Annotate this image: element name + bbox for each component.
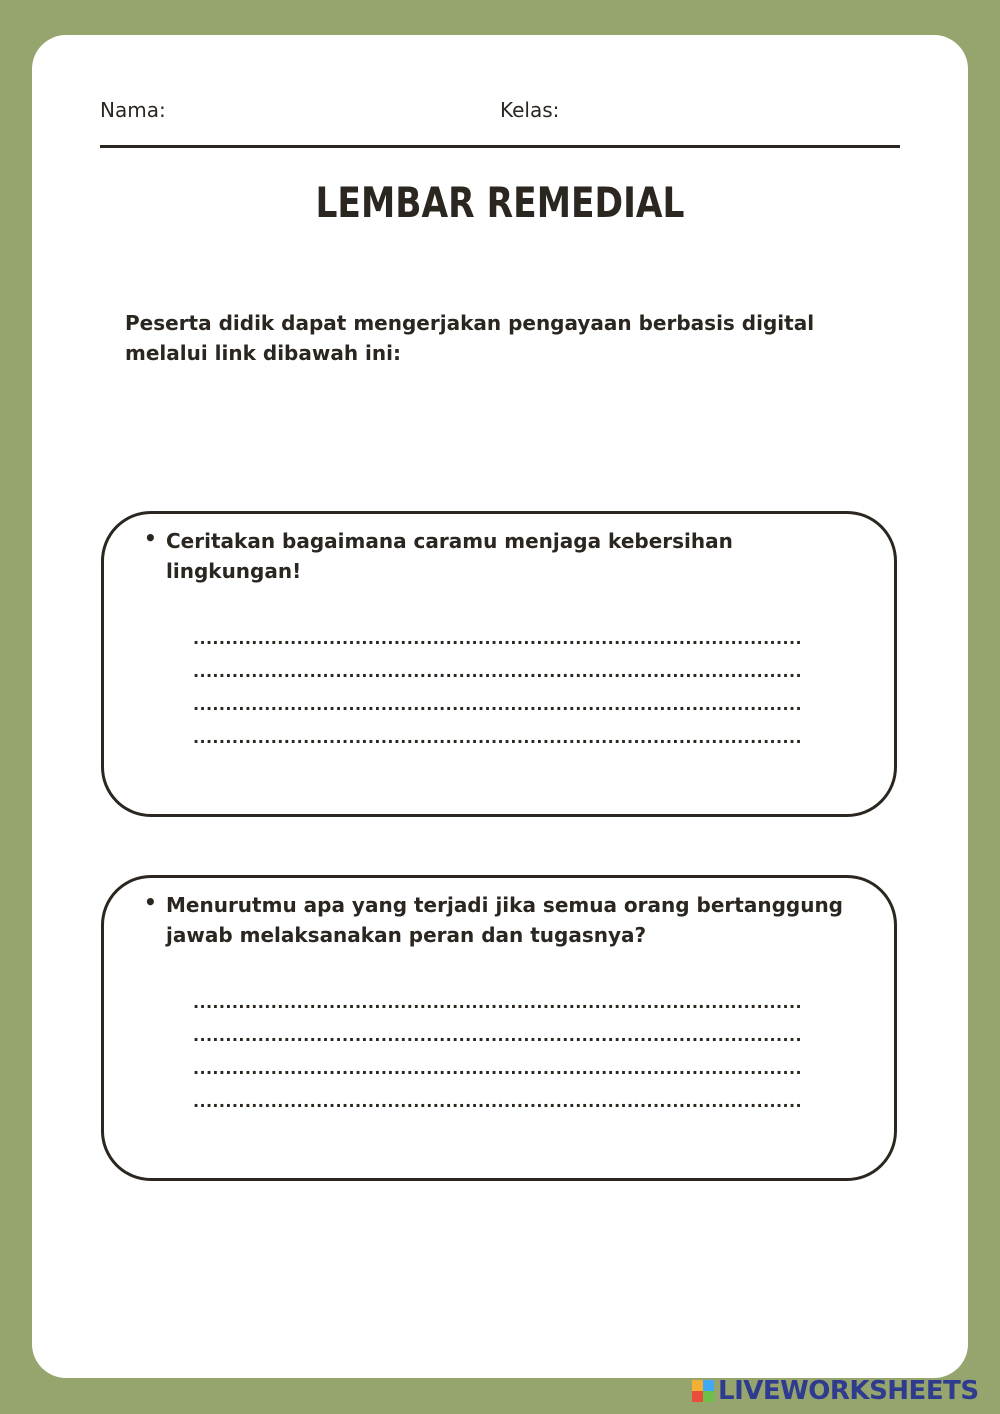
answer-line[interactable]: .............................................................................................. bbox=[193, 993, 802, 1012]
liveworksheets-watermark bbox=[692, 1376, 979, 1406]
bullet: • bbox=[144, 890, 157, 914]
question-box-2 bbox=[101, 875, 897, 1181]
answer-line[interactable]: .............................................................................................. bbox=[193, 1026, 802, 1045]
answer-line[interactable]: .............................................................................................. bbox=[193, 728, 802, 747]
answer-line[interactable]: .............................................................................................. bbox=[193, 662, 802, 681]
answer-area-2[interactable] bbox=[193, 986, 813, 1118]
answer-line[interactable]: .............................................................................................. bbox=[193, 629, 802, 648]
question-box-1 bbox=[101, 511, 897, 817]
question-text-2: Menurutmu apa yang terjadi jika semua orang bertanggung jawab melaksanakan peran dan tugasnya? bbox=[166, 893, 844, 947]
answer-line[interactable]: .............................................................................................. bbox=[193, 1059, 802, 1078]
answer-line[interactable]: .............................................................................................. bbox=[193, 695, 802, 714]
page-title: LEMBAR REMEDIAL bbox=[315, 178, 685, 227]
answer-area-1[interactable] bbox=[193, 622, 813, 754]
bullet: • bbox=[144, 526, 157, 550]
name-label: Nama: bbox=[100, 98, 166, 122]
question-text-1: Ceritakan bagaimana caramu menjaga kebersihan lingkungan! bbox=[166, 529, 733, 583]
class-label: Kelas: bbox=[500, 98, 560, 122]
header-divider bbox=[100, 145, 900, 148]
intro-text: Peserta didik dapat mengerjakan pengayaan berbasis digital melalui link dibawah ini: bbox=[125, 311, 815, 365]
watermark-text: LIVEWORKSHEETS bbox=[718, 1376, 979, 1406]
answer-line[interactable]: .............................................................................................. bbox=[193, 1092, 802, 1111]
liveworksheets-logo-icon bbox=[692, 1380, 714, 1402]
